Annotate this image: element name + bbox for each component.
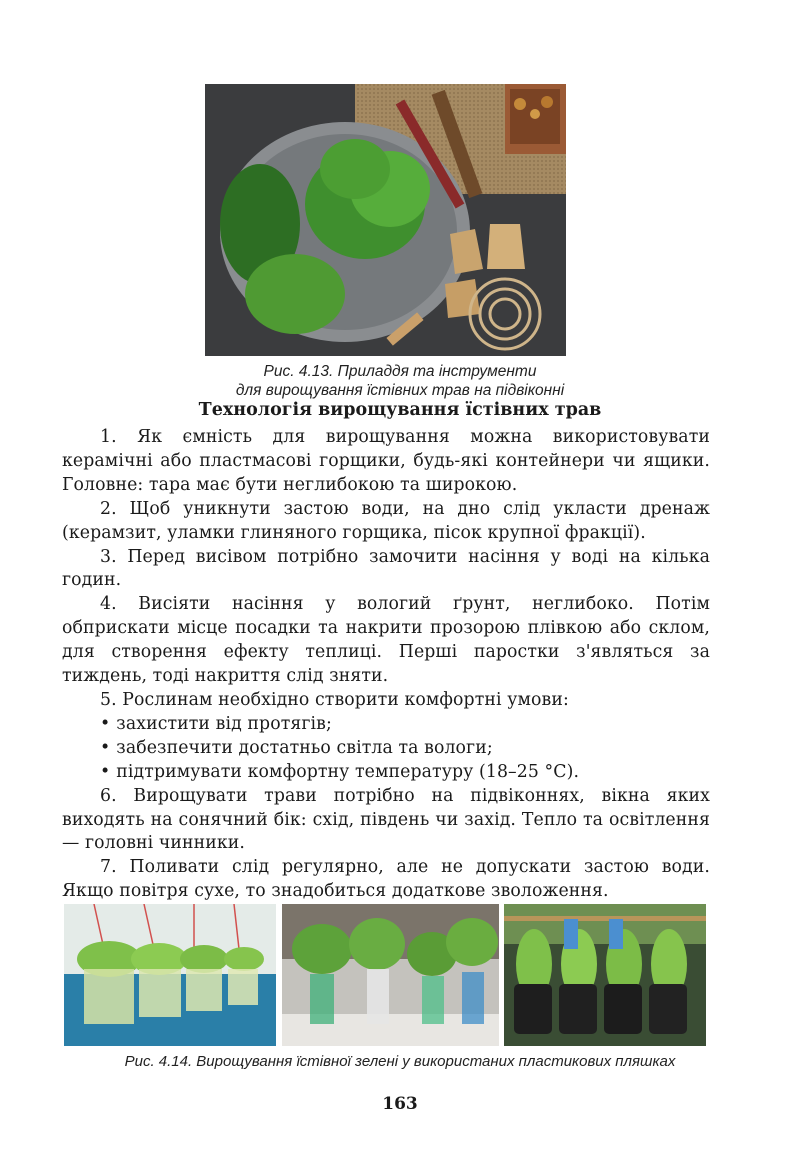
figure-caption-top <box>160 362 640 400</box>
paragraph: 3. Перед висівом потрібно замочити насіння у воді на кілька годин. <box>62 546 710 591</box>
body-text <box>62 426 710 904</box>
paragraph: 7. Поливати слід регулярно, але не допускати застою води. Якщо повітря сухе, то знадобиться додаткове зволоження. <box>62 857 710 902</box>
window-bottles-photo <box>282 904 499 1046</box>
page-number: 163 <box>382 1094 418 1114</box>
paragraph: 5. Рослинам необхідно створити комфортні умови: <box>100 689 569 710</box>
bottle-photos <box>0 904 800 1046</box>
bullet-item <box>62 737 710 761</box>
bullet-icon: • <box>100 713 111 734</box>
paragraph: 6. Вирощувати трави потрібно на підвіконнях, вікна яких виходять на сонячний бік: схід, південь чи захід. Тепло та освітлення — головні чинники. <box>62 785 710 854</box>
bullet-icon: • <box>100 737 111 758</box>
hanging-bottles-photo <box>64 904 276 1046</box>
paragraph: 1. Як ємність для вирощування можна використовувати керамічні або пластмасові горщики, будь-які контейнери чи ящики. Головне: тара має бути неглибокою та широкою. <box>62 427 710 495</box>
bullet-text: захистити від протягів; <box>116 713 332 734</box>
section-heading: Технологія вирощування їстівних трав <box>198 400 602 420</box>
figure-caption-top-line2: для вирощування їстівних трав на підвіконні <box>235 382 565 399</box>
bullet-item <box>62 761 710 785</box>
bullet-icon: • <box>100 761 111 782</box>
horizontal-bottles-photo <box>504 904 706 1046</box>
herbs-tools-photo <box>205 84 566 356</box>
bullet-text: забезпечити достатньо світла та вологи; <box>116 737 493 758</box>
paragraph: 4. Висіяти насіння у вологий ґрунт, неглибоко. Потім обприскати місце посадки та накрити прозорою плівкою або склом, для створення ефекту теплиці. Перші паростки з'являться за тиждень, тоді накриття слід зняти. <box>62 594 710 687</box>
bullet-text: підтримувати комфортну температуру (18–25 °С). <box>116 761 580 782</box>
figure-caption-top-line1: Рис. 4.13. Приладдя та інструменти <box>263 363 537 380</box>
paragraph: 2. Щоб уникнути застою води, на дно слід укласти дренаж (керамзит, уламки глиняного горщика, пісок крупної фракції). <box>62 498 710 543</box>
bullet-item <box>62 713 710 737</box>
figure-caption-bottom: Рис. 4.14. Вирощування їстівної зелені у використаних пластикових пляшках <box>124 1053 676 1070</box>
